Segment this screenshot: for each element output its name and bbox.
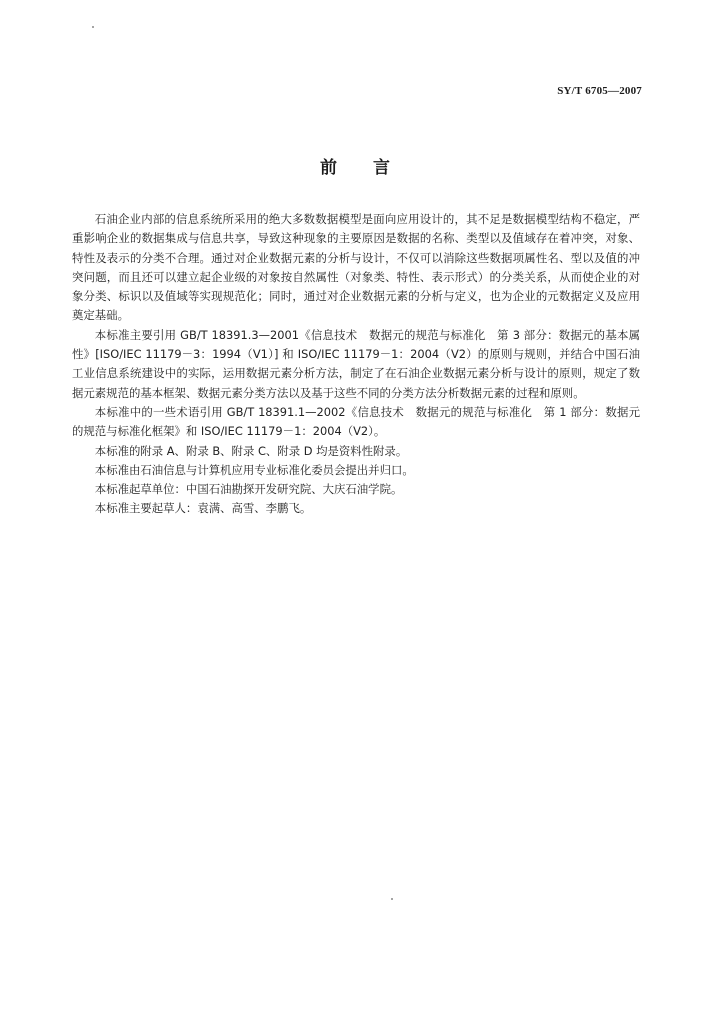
scan-speck [391,898,393,900]
foreword-body [72,210,640,519]
paragraph: 本标准中的一些术语引用 GB/T 18391.1—2002《信息技术 数据元的规范与标准化 第 1 部分：数据元的规范与标准化框架》和 ISO/IEC 11179－1：2004（V2）。 [72,404,640,439]
paragraph: 本标准的附录 A、附录 B、附录 C、附录 D 均是资料性附录。 [94,443,408,458]
page-title: 前言 [320,158,426,178]
scan-speck [92,26,94,28]
paragraph: 本标准主要引用 GB/T 18391.3—2001《信息技术 数据元的规范与标准化 第 3 部分：数据元的基本属性》[ISO/IEC 11179－3：1994（V1）] 和 ISO/IEC 11179－1：2004（V2）的原则与规则，并结合中国石油工业信息系统建设中的实际，运用数据元素分析方法，制定了在石油企业数据元素分析与设计的原则，规定了数据元素规范的基本框架、数据元素分类方法以及基于这些不同的分类方法分析数据元素的过程和原则。 [72,327,640,400]
paragraph: 本标准由石油信息与计算机应用专业标准化委员会提出并归口。 [94,462,414,477]
paragraph: 本标准主要起草人：袁满、高雪、李鹏飞。 [94,501,312,516]
paragraph: 本标准起草单位：中国石油勘探开发研究院、大庆石油学院。 [94,482,403,497]
paragraph: 石油企业内部的信息系统所采用的绝大多数数据模型是面向应用设计的，其不足是数据模型结构不稳定，严重影响企业的数据集成与信息共享，导致这种现象的主要原因是数据的名称、类型以及值域存在着冲突，对象、特性及表示的分类不合理。通过对企业数据元素的分析与设计，不仅可以消除这些数据项属性名、型以及值的冲突问题，而且还可以建立起企业级的对象按自然属性（对象类、特性、表示形式）的分类关系，从而使企业的对象分类、标识以及值域等实现规范化；同时，通过对企业数据元素的分析与定义，也为企业的元数据定义及应用奠定基础。 [72,212,640,323]
document-code: SY/T 6705—2007 [557,85,642,97]
